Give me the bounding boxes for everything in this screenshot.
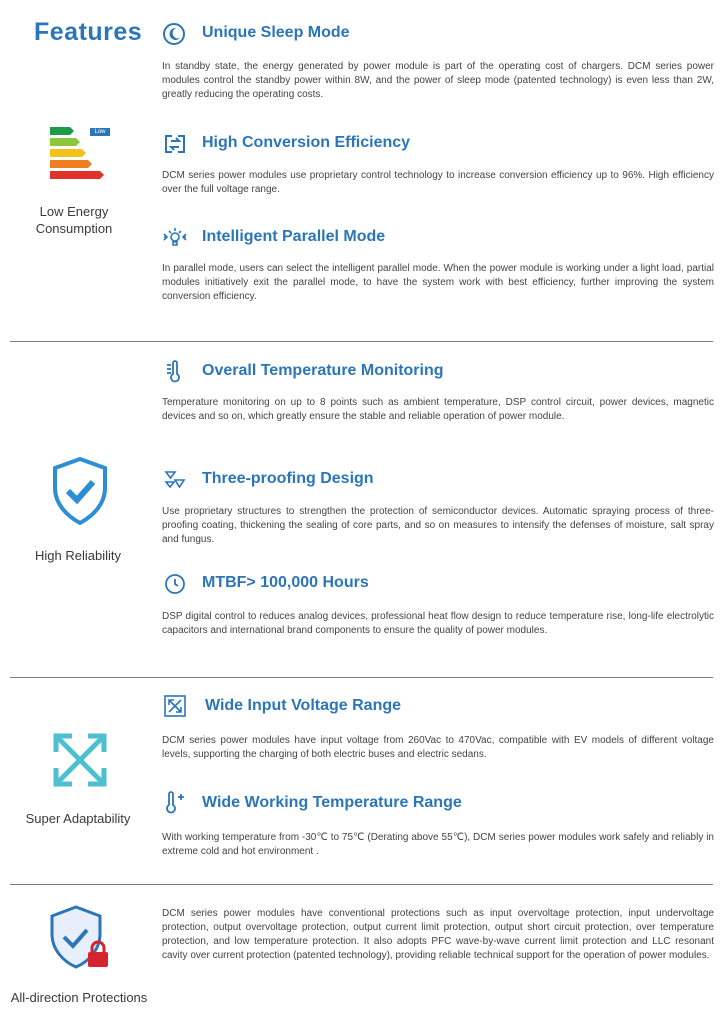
clock-icon bbox=[163, 572, 187, 596]
feature-title: High Conversion Efficiency bbox=[202, 134, 411, 151]
expand-arrows-icon bbox=[50, 730, 110, 790]
category-label: All-direction Protections bbox=[10, 990, 148, 1005]
feature-title: Wide Working Temperature Range bbox=[202, 794, 462, 811]
feature-title: Wide Input Voltage Range bbox=[205, 697, 402, 714]
feature-body: DSP digital control to reduces analog devices, professional heat flow design to reduce temperature rise, long-life electrolytic capacitors and international brand components to ensure the quality of power modules. bbox=[162, 611, 714, 636]
feature-body: DCM series power modules have conventional protections such as input overvoltage protection, input undervoltage protection, output overvoltage protection, output current limit protection, output short circuit protection, over temperature protection, and low temperature protection. It also adopts PFC wave-by-wave current limit protection and LLC resonant cavity over current protection (patented technology), providing reliable technical support for the operation of power modules. bbox=[162, 908, 714, 961]
feature-title: Intelligent Parallel Mode bbox=[202, 228, 386, 245]
parallel-mode-icon bbox=[163, 226, 187, 250]
section-divider bbox=[10, 341, 713, 342]
voltage-range-icon bbox=[163, 694, 187, 718]
temperature-plus-icon bbox=[163, 791, 187, 815]
feature-body: DCM series power modules have input voltage from 260Vac to 470Vac, compatible with EV models of different voltage levels, supporting the charging of both electric buses and electric sedans. bbox=[162, 735, 714, 760]
section-divider bbox=[10, 677, 713, 678]
feature-body: With working temperature from -30℃ to 75℃ (Derating above 55℃), DCM series power modules work safely and reliably in extreme cold and hot environment . bbox=[162, 832, 714, 857]
feature-title: Overall Temperature Monitoring bbox=[202, 362, 444, 379]
conversion-arrows-icon bbox=[163, 132, 187, 156]
shield-lock-icon bbox=[48, 904, 112, 970]
category-label: Super Adaptability bbox=[25, 811, 131, 826]
feature-title: Unique Sleep Mode bbox=[202, 24, 350, 41]
section-divider bbox=[10, 884, 713, 885]
low-badge-label: Low bbox=[94, 129, 106, 135]
feature-body: In parallel mode, users can select the intelligent parallel mode. When the power module is working under a light load, partial modules initiatively exit the parallel mode, to have the system work with best efficiency, further improving the system conversion efficiency. bbox=[162, 263, 714, 302]
page-title: Features bbox=[34, 18, 143, 46]
feature-title: Three-proofing Design bbox=[202, 470, 374, 487]
sleep-mode-icon bbox=[162, 22, 186, 46]
feature-body: DCM series power modules use proprietary control technology to increase conversion efficiency up to 96%. High efficiency over the full voltage range. bbox=[162, 170, 714, 195]
feature-body: In standby state, the energy generated by power module is part of the operating cost of chargers. DCM series power modules control the standby power within 8W, and the power of sleep mode (patented technology) is even less than 2W, greatly reducing the operating costs. bbox=[162, 61, 714, 100]
low-badge bbox=[90, 128, 110, 136]
three-proofing-icon bbox=[163, 468, 187, 492]
category-label: High Reliability bbox=[35, 548, 121, 563]
feature-body: Temperature monitoring on up to 8 points such as ambient temperature, DSP control circuit, power devices, magnetic devices and so on, which greatly ensure the stable and reliable operation of power module. bbox=[162, 397, 714, 422]
thermometer-icon bbox=[163, 360, 187, 384]
shield-check-icon bbox=[50, 456, 110, 526]
feature-title: MTBF> 100,000 Hours bbox=[202, 574, 369, 591]
feature-body: Use proprietary structures to strengthen the protection of semiconductor devices. Automatic spraying process of three-proofing coating, thickening the sealing of core parts, and so on measures to intensify the defenses of moisture, salt spray and fungus. bbox=[162, 506, 714, 545]
category-label: Low Energy Consumption bbox=[35, 204, 113, 236]
